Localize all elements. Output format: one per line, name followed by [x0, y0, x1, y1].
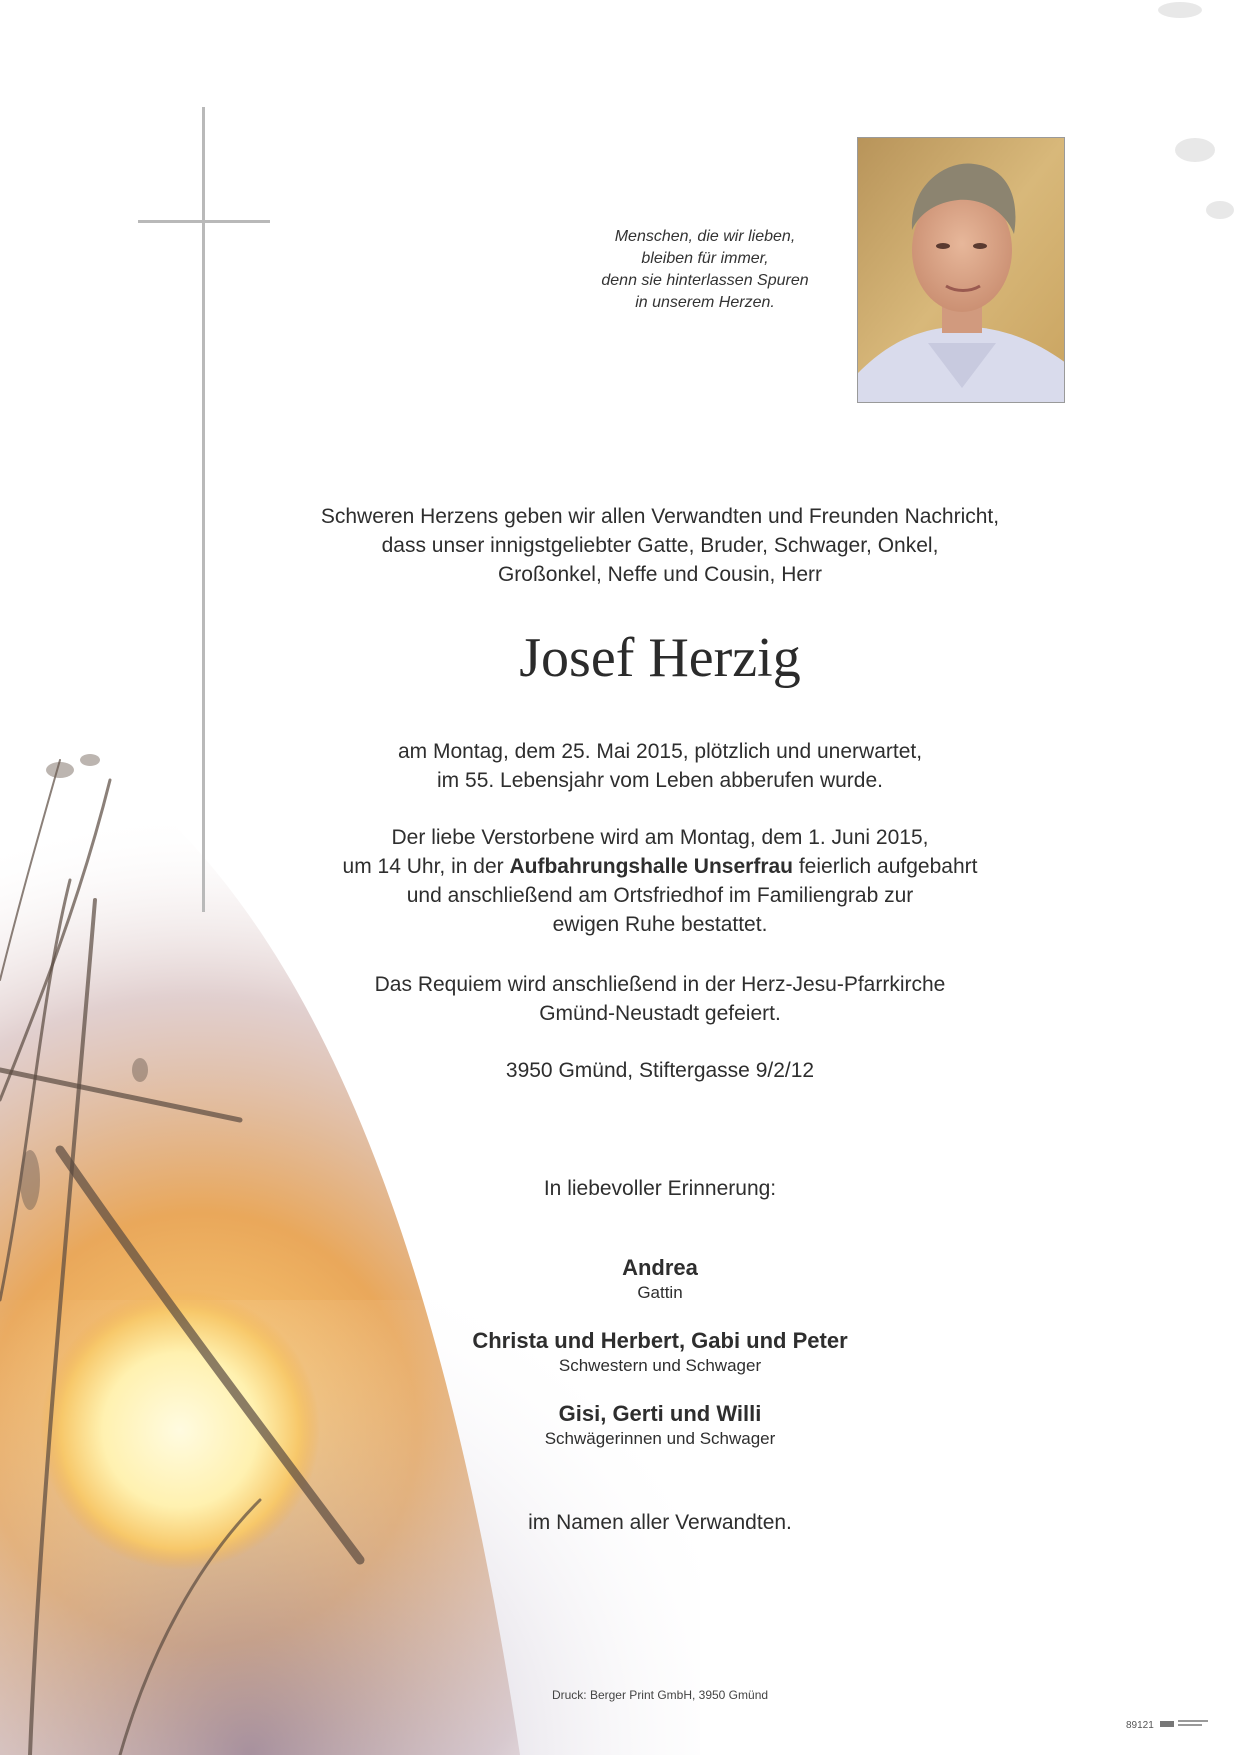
death-line: am Montag, dem 25. Mai 2015, plötzlich und unerwartet, [397, 740, 923, 763]
printer-credit: Druck: Berger Print GmbH, 3950 Gmünd [551, 1688, 769, 1702]
mourner-name: Christa und Herbert, Gabi und Peter [472, 1328, 848, 1353]
requiem-line: Gmünd-Neustadt gefeiert. [539, 1002, 781, 1025]
motto-line: Menschen, die wir lieben, [614, 228, 796, 245]
mourner-role: Schwägerinnen und Schwager [544, 1429, 776, 1448]
address: 3950 Gmünd, Stiftergasse 9/2/12 [505, 1059, 815, 1082]
funeral-line: und anschließend am Ortsfriedhof im Familiengrab zur [406, 884, 914, 907]
funeral-line: ewigen Ruhe bestattet. [552, 913, 768, 936]
mourner-group [240, 1400, 1080, 1450]
publisher-logo-icon [1160, 1718, 1210, 1730]
deceased-name: Josef Herzig [519, 627, 801, 689]
funeral-venue: Aufbahrungshalle Unserfrau [509, 855, 793, 878]
motto-quote [560, 226, 850, 314]
announcement-text [240, 502, 1080, 589]
death-notice [240, 737, 1080, 795]
cross-vertical-bar [202, 107, 205, 912]
funeral-details [240, 823, 1080, 939]
requiem-line: Das Requiem wird anschließend in der Herz-Jesu-Pfarrkirche [374, 973, 946, 996]
motto-line: denn sie hinterlassen Spuren [601, 272, 809, 289]
cross-horizontal-bar [138, 220, 270, 223]
template-code: 89121 [1126, 1720, 1154, 1731]
funeral-line-post: feierlich aufgebahrt [793, 855, 978, 878]
mourner-role: Gattin [637, 1283, 683, 1302]
funeral-line-pre: um 14 Uhr, in der [342, 855, 510, 878]
closing-text: im Namen aller Verwandten. [528, 1511, 792, 1534]
motto-line: in unserem Herzen. [635, 294, 775, 311]
remembrance-heading: In liebevoller Erinnerung: [543, 1177, 777, 1200]
mourner-name: Andrea [622, 1255, 698, 1280]
requiem-text [240, 970, 1080, 1028]
mourner-group [240, 1254, 1080, 1304]
mourner-role: Schwestern und Schwager [558, 1356, 762, 1375]
funeral-line-venue [240, 852, 1080, 881]
announcement-line: Großonkel, Neffe und Cousin, Herr [497, 563, 823, 586]
funeral-line: Der liebe Verstorbene wird am Montag, dem 1. Juni 2015, [391, 826, 929, 849]
portrait-photo [857, 137, 1065, 403]
motto-line: bleiben für immer, [641, 250, 769, 267]
announcement-line: dass unser innigstgeliebter Gatte, Bruder, Schwager, Onkel, [381, 534, 939, 557]
mourner-name: Gisi, Gerti und Willi [558, 1401, 762, 1426]
announcement-line: Schweren Herzens geben wir allen Verwandten und Freunden Nachricht, [320, 505, 1000, 528]
mourner-group [240, 1327, 1080, 1377]
death-line: im 55. Lebensjahr vom Leben abberufen wurde. [437, 769, 883, 792]
